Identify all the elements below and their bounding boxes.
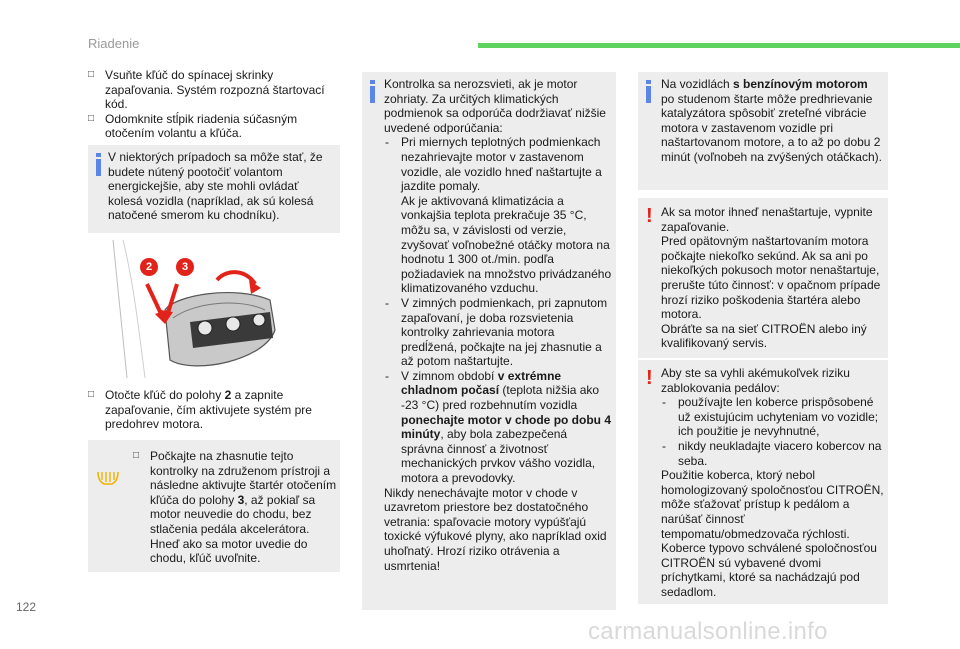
key-ignition-illustration [105, 240, 280, 380]
climate-intro: Kontrolka sa nerozsvieti, ak je motor zohriaty. Za určitých klimatických podmienok sa odporúča dodržiavať nižšie uvedené odporúčania: [384, 77, 606, 135]
checkbox-bullet-icon: □ [88, 69, 95, 80]
mats-item-approved: - používajte len koberce prispôsobené už existujúcim uchyteniam vo vozidle; ich použitie je nevyhnutné, [662, 395, 879, 439]
climate-item-winter: - V zimných podmienkach, pri zapnutom zapaľovaní, je doba rozsvietenia kontrolky zahrievania motora predĺžená, počkajte na jej zhasnutie a až potom naštartujte. [385, 295, 608, 369]
climate-outro: Nikdy nenechávajte motor v chode v uzavretom priestore bez dostatočného vetrania: spaľovacie motory vypúšťajú toxické výfukové plyny, ako napríklad oxid uhoľnatý. Hrozí riziko otrávenia a usmrtenia! [384, 485, 607, 573]
instruction-bullets [88, 68, 338, 141]
bullet-unlock-steering [88, 112, 338, 141]
warning-exclamation-icon: ! [646, 205, 653, 227]
petrol-info-text: Na vozidlách s benzínovým motorom po studenom štarte môže predhrievanie katalyzátora spôsobiť zreteľné vibrácie motora v zastavenom vozidle pri naštartovanom motore, a to až po dobu 2 minút (voľnobeh na zvýšených otáčkach). [661, 77, 882, 164]
bullet-text: Odomknite stĺpik riadenia súčasným otočením volantu a kľúča. [105, 111, 298, 141]
mats-item-no-stacking: - nikdy neukladajte viacero kobercov na seba. [662, 438, 882, 468]
start-warning-text: Ak sa motor ihneď nenaštartuje, vypnite zapaľovanie. Pred opätovným naštartovaním motora počkajte niekoľko sekúnd. Ak sa ani po niekoľkých pokusoch motor nenaštartuje, prerušte túto činnosť: v opačnom prípade hrozí riziko poškodenia štartéra alebo motora. Obráťte sa na sieť CITROËN alebo iný kvalifikovaný servis. [661, 205, 881, 351]
climate-item-extreme-cold: - V zimnom období v extrémne chladnom počasí (teplota nižšia ako -23 °C) pred rozbehnutím vozidla ponechajte motor v chode po dobu 4 minúty, aby bola zabezpečená správna činnosť a životnosť mechanických prvkov vášho vozidla, motora a prevodovky. [385, 368, 612, 486]
bullet-insert-key [88, 68, 338, 112]
info-text: V niektorých prípadoch sa môže stať, že budete nútený pootočiť volantom energickejšie, aby ste mohli ovládať kolesá vozidla (napríklad, ak sú kolesá natočené smerom ku chodníku). [108, 150, 323, 223]
watermark: carmanualsonline.info [588, 618, 828, 645]
section-color-bar [478, 43, 960, 48]
bullet-turn-key-position-2: □ Otočte kľúč do polohy 2 a zapnite zapaľovanie, čím aktivujete systém pre predohrev motora. [88, 388, 312, 432]
warning-exclamation-icon: ! [646, 367, 653, 389]
figure-callout-3: 3 [176, 258, 194, 276]
info-icon [646, 80, 651, 103]
climate-item-mild: - Pri miernych teplotných podmienkach nezahrievajte motor v zastavenom vozidle, ale vozidlo hneď naštartujte a jazdite pomaly. Ak je aktivovaná klimatizácia a vonkajšia teplota prekračuje 35 °C, môžu sa, v závislosti od verzie, zvyšovať voľnobežné otáčky motora na hodnotu 1 300 ot./min. podľa požiadaviek na množstvo privádzaného klimatizovaného vzduchu. [385, 135, 612, 296]
checkbox-bullet-icon: □ [133, 450, 140, 461]
checkbox-bullet-icon: □ [88, 389, 95, 400]
figure-callout-2: 2 [140, 258, 158, 276]
page-number: 122 [16, 600, 37, 614]
climate-info-text [384, 77, 612, 573]
info-icon [370, 80, 375, 103]
section-title: Riadenie [88, 36, 140, 51]
glow-plug-text: □ Počkajte na zhasnutie tejto kontrolky na združenom prístroji a následne aktivujte štartér otočením kľúča do polohy 3, až pokiaľ sa motor neuvedie do chodu, bez stlačenia pedála akcelerátora. Hneď ako sa motor uvedie do chodu, kľúč uvoľnite. [133, 449, 337, 566]
mats-warning-text: Aby ste sa vyhli akémukoľvek riziku zablokovania pedálov: - používajte len koberce prispôsobené už existujúcim uchyteniam vo vozidle; ich použitie je nevyhnutné, - nikdy neukladajte viacero kobercov na seba. Použitie koberca, ktorý nebol homologizovaný spoločnosťou CITROËN, môže sťažovať prístup k pedálom a narúšať činnosť tempomatu/obmedzovača rýchlosti. Koberce typovo schválené spoločnosťou CITROËN sú vybavené dvomi príchytkami, ktoré sa nachádzajú pod sedadlom. [661, 366, 886, 600]
info-icon [96, 153, 101, 176]
bullet-text: Vsuňte kľúč do spínacej skrinky zapaľovania. Systém rozpozná štartovací kód. [105, 68, 325, 112]
glow-plug-warning-icon [96, 470, 120, 486]
checkbox-bullet-icon: □ [88, 112, 95, 124]
